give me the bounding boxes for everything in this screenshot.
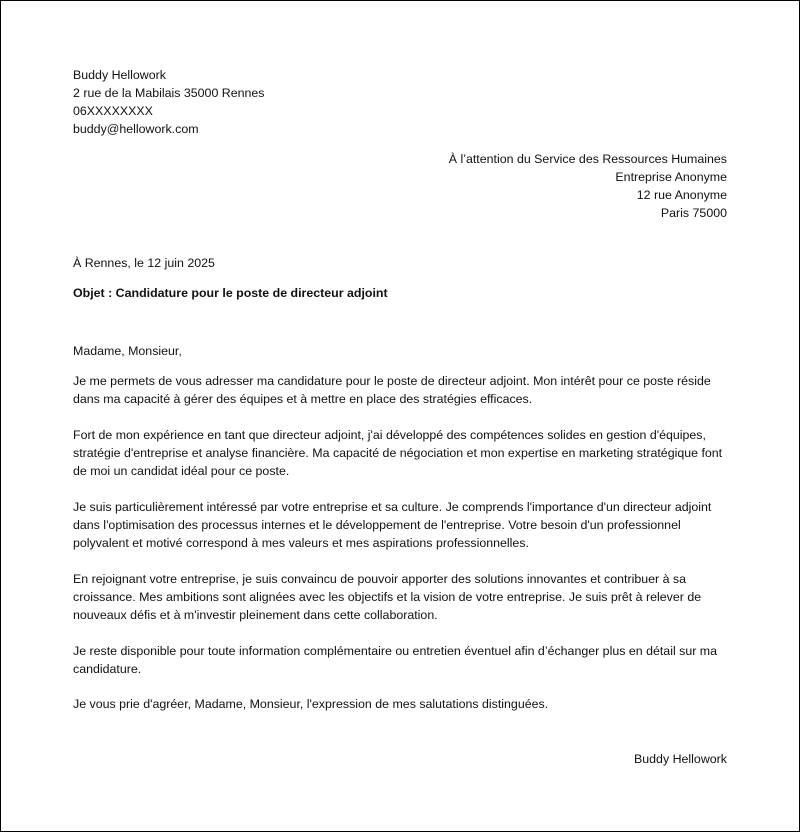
body-paragraph: Fort de mon expérience en tant que directeur adjoint, j'ai développé des compétences solides en gestion d'équipes, stratégie d'entreprise et analyse financière. Ma capacité de négociation et mon expertise en marketing stratégique font de moi un candidat idéal pour ce poste. <box>73 428 723 478</box>
letter-date: À Rennes, le 12 juin 2025 <box>73 256 215 270</box>
sender-email: buddy@hellowork.com <box>73 122 199 136</box>
letter-subject: Objet : Candidature pour le poste de directeur adjoint <box>73 286 388 300</box>
recipient-street: 12 rue Anonyme <box>636 188 727 202</box>
sender-block <box>73 66 265 138</box>
letter-salutation: Madame, Monsieur, <box>73 344 182 358</box>
body-paragraph: Je me permets de vous adresser ma candidature pour le poste de directeur adjoint. Mon intérêt pour ce poste réside dans ma capacité à gérer des équipes et à mettre en place des stratégies efficaces. <box>73 374 711 406</box>
letter-signature: Buddy Hellowork <box>634 752 727 766</box>
recipient-attention: À l’attention du Service des Ressources Humaines <box>448 152 727 166</box>
letter-body <box>73 372 733 696</box>
sender-name: Buddy Hellowork <box>73 68 166 82</box>
sender-address: 2 rue de la Mabilais 35000 Rennes <box>73 86 265 100</box>
recipient-block <box>449 150 727 222</box>
recipient-city: Paris 75000 <box>660 206 727 220</box>
body-paragraph: Je suis particulièrement intéressé par votre entreprise et sa culture. Je comprends l'importance d'un directeur adjoint dans l'optimisation des processus internes et le développement de l'entreprise. Votre besoin d'un professionnel polyvalent et motivé correspond à mes valeurs et mes aspirations professionnelles. <box>73 500 712 550</box>
recipient-company: Entreprise Anonyme <box>615 170 727 184</box>
body-paragraph: Je reste disponible pour toute information complémentaire ou entretien éventuel afin d’échanger plus en détail sur ma candidature. <box>73 644 718 676</box>
sender-phone: 06XXXXXXXX <box>73 104 153 118</box>
body-paragraph: En rejoignant votre entreprise, je suis convaincu de pouvoir apporter des solutions innovantes et contribuer à sa croissance. Mes ambitions sont alignées avec les objectifs et la vision de votre entreprise. Je suis prêt à relever de nouveaux défis et à m'investir pleinement dans cette collaboration. <box>73 572 702 622</box>
letter-closing: Je vous prie d'agréer, Madame, Monsieur, l'expression de mes salutations distinguées. <box>73 697 549 711</box>
